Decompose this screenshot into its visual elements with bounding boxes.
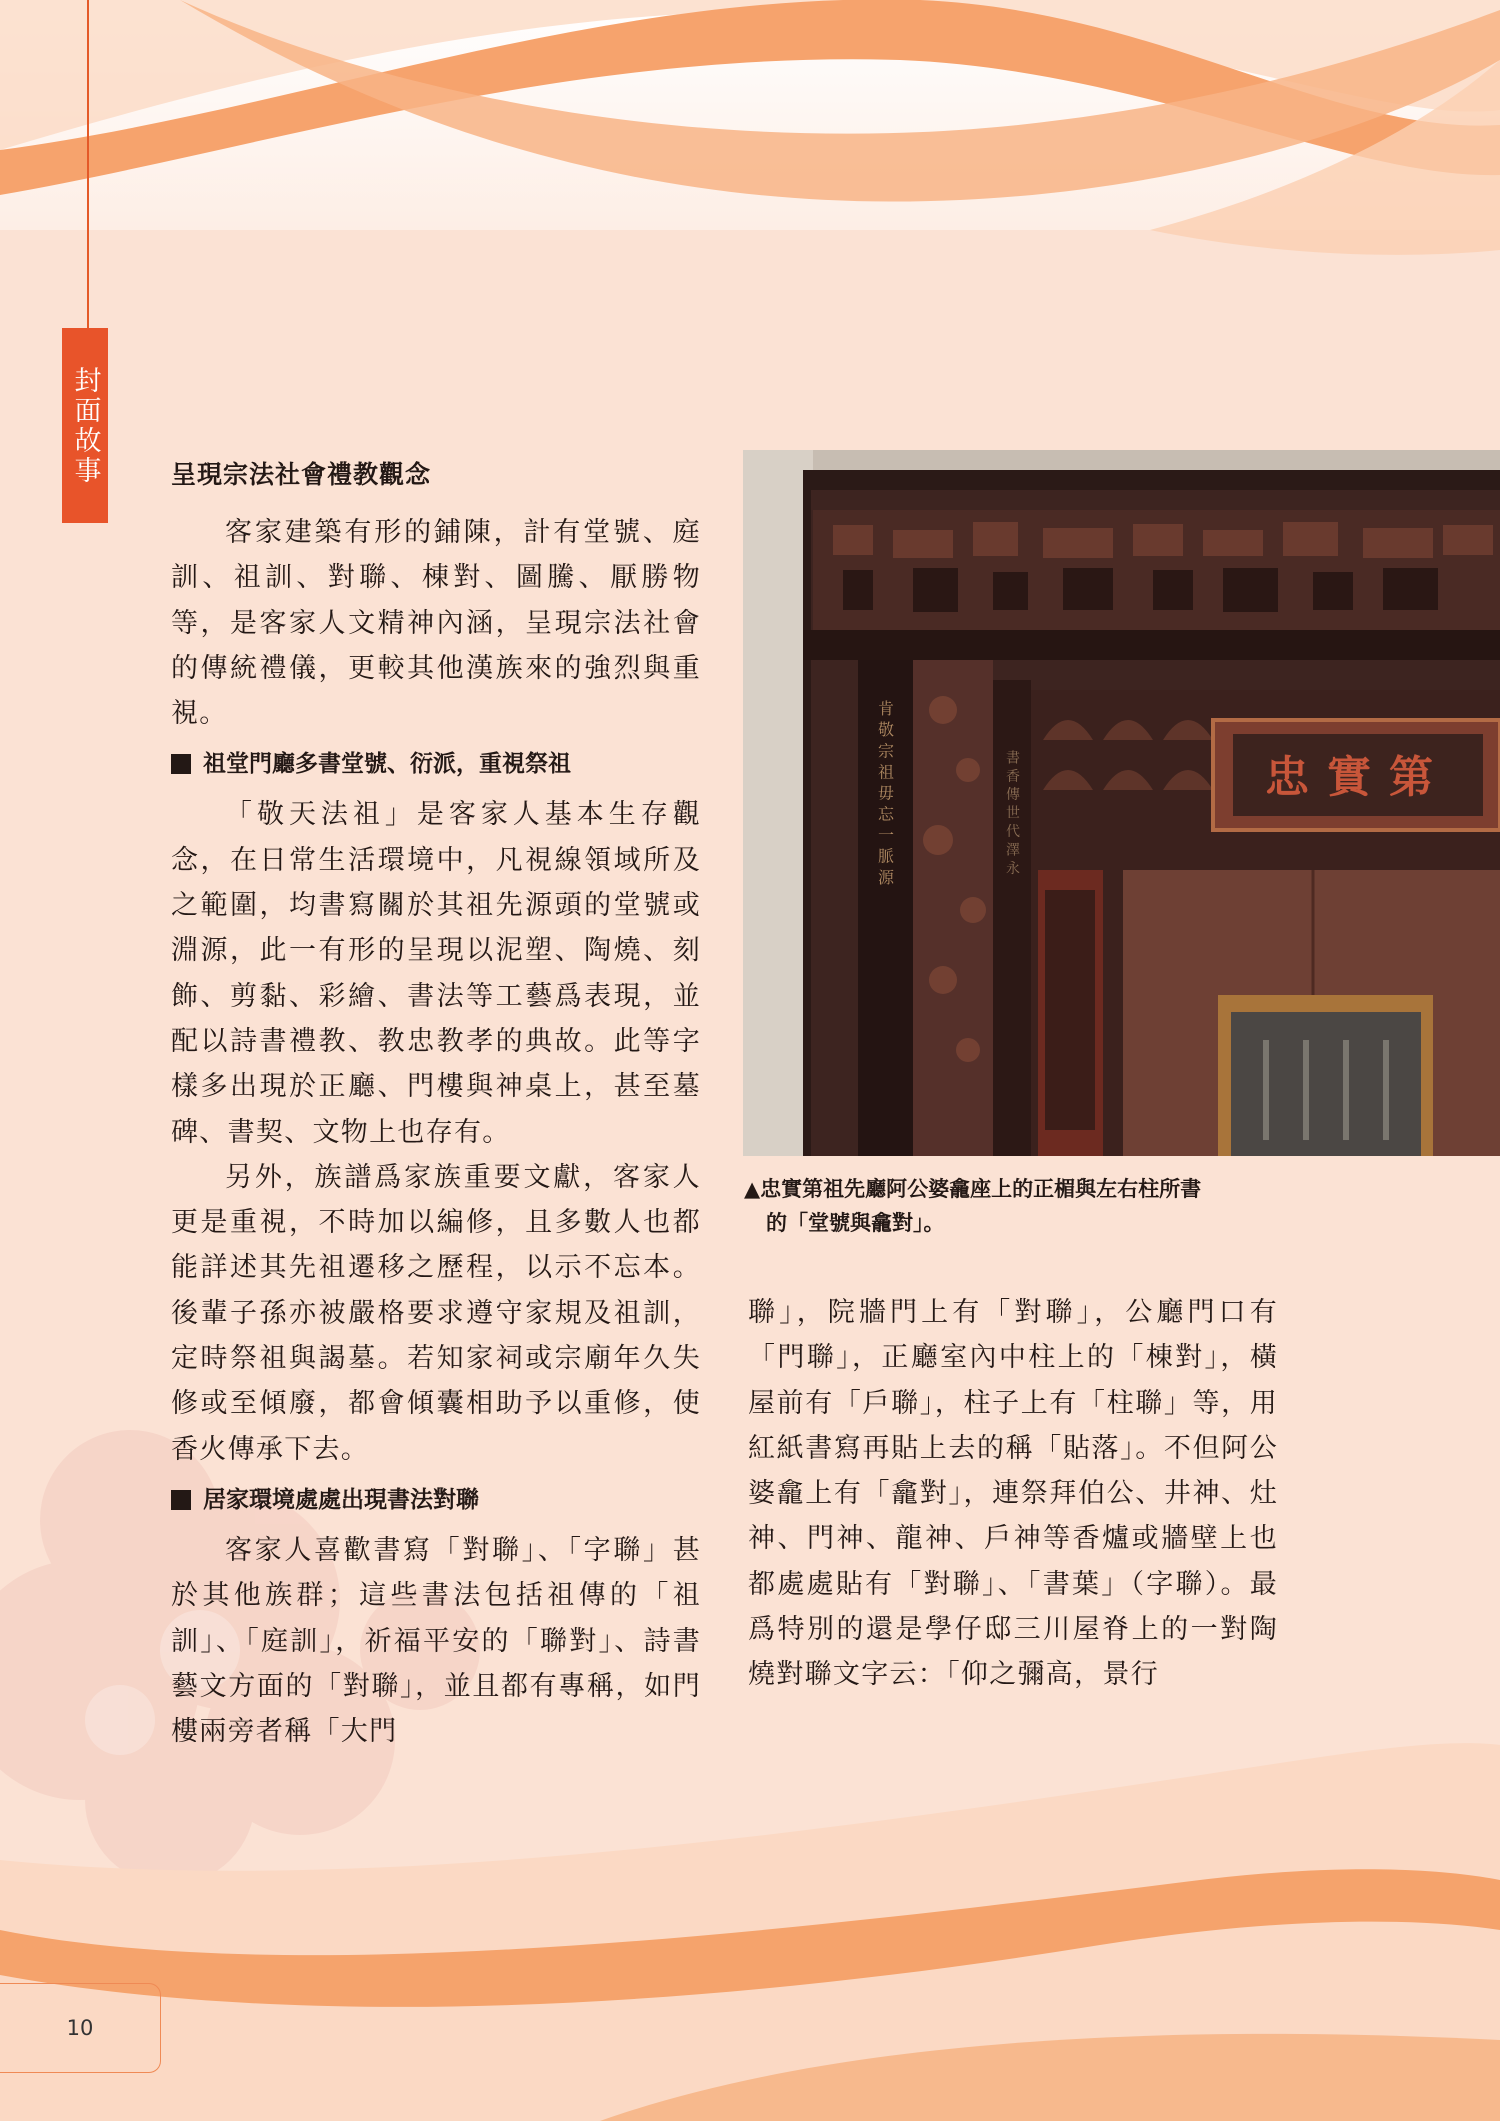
article-column-right (748, 1290, 1278, 1698)
page-number: 10 (66, 2016, 94, 2040)
continuation-paragraph: 聯」，院牆門上有「對聯」，公廳門口有「門聯」，正廳室內中柱上的「棟對」，橫屋前有「戶聯」，柱子上有「柱聯」等，用紅紙書寫再貼上去的稱「貼落」。不但阿公婆龕上有「龕對」，連祭拜伯公、井神、灶神、門神、龍神、戶神等香爐或牆壁上也都處處貼有「對聯」、「書葉」（字聯）。最爲特別的還是學仔邸三川屋脊上的一對陶燒對聯文字云：「仰之彌高，景行 (748, 1297, 1278, 1691)
photo-caption (744, 1172, 1304, 1240)
section-tab-label: 封面故事 (69, 365, 101, 486)
page-number-box (0, 1983, 161, 2073)
side-accent-line (87, 0, 89, 330)
paragraph: 「敬天法祖」是客家人基本生存觀念，在日常生活環境中，凡視線領域所及之範圍，均書寫關於其祖先源頭的堂號或淵源，此一有形的呈現以泥塑、陶燒、刻飾、剪黏、彩繪、書法等工藝爲表現，並配以詩書禮教、教忠教孝的典故。此等字樣多出現於正廳、門樓與神桌上，甚至墓碑、書契、文物上也存有。 (171, 799, 701, 1148)
section-title: 呈現宗法社會禮教觀念 (171, 460, 432, 489)
paragraph: 另外，族譜爲家族重要文獻，客家人更是重視，不時加以編修，且多數人也都能詳述其先祖遷移之歷程，以示不忘本。後輩子孫亦被嚴格要求遵守家規及祖訓，定時祭祖與謁墓。若知家祠或宗廟年久失修或至傾廢，都會傾囊相助予以重修，使香火傳承下去。 (171, 1161, 701, 1465)
subheading-text: 居家環境處處出現書法對聯 (203, 1486, 479, 1513)
plaque-text: 忠實第 (1265, 752, 1451, 803)
bullet-square-icon (171, 754, 191, 774)
article-column-left (171, 452, 701, 1754)
bullet-square-icon (171, 1490, 191, 1510)
caption-line: 的「堂號與龕對」。 (766, 1211, 945, 1235)
subheading-ancestral-hall (171, 740, 701, 788)
subheading-calligraphy (171, 1476, 701, 1524)
paragraph: 客家人喜歡書寫「對聯」、「字聯」甚於其他族群；這些書法包括祖傳的「祖訓」、「庭訓」，祈福平安的「聯對」、詩書藝文方面的「對聯」，並且都有專稱，如門樓兩旁者稱「大門 (171, 1534, 701, 1748)
right-pillar-text: 書 香 傳 世 代 澤 永 (1004, 750, 1020, 875)
section-tab (62, 328, 108, 523)
shrine-photo (743, 450, 1500, 1156)
left-pillar-text: 肯 敬 宗 祖 毋 忘 一 脈 源 (875, 700, 895, 885)
caption-line: ▲忠實第祖先廳阿公婆龕座上的正楣與左右柱所書 (744, 1177, 1202, 1201)
subheading-text: 祖堂門廳多書堂號、衍派，重視祭祖 (203, 751, 571, 778)
intro-paragraph: 客家建築有形的鋪陳，計有堂號、庭訓、祖訓、對聯、棟對、圖騰、厭勝物等，是客家人文精神內涵，呈現宗法社會的傳統禮儀，更較其他漢族來的強烈與重視。 (171, 517, 701, 730)
